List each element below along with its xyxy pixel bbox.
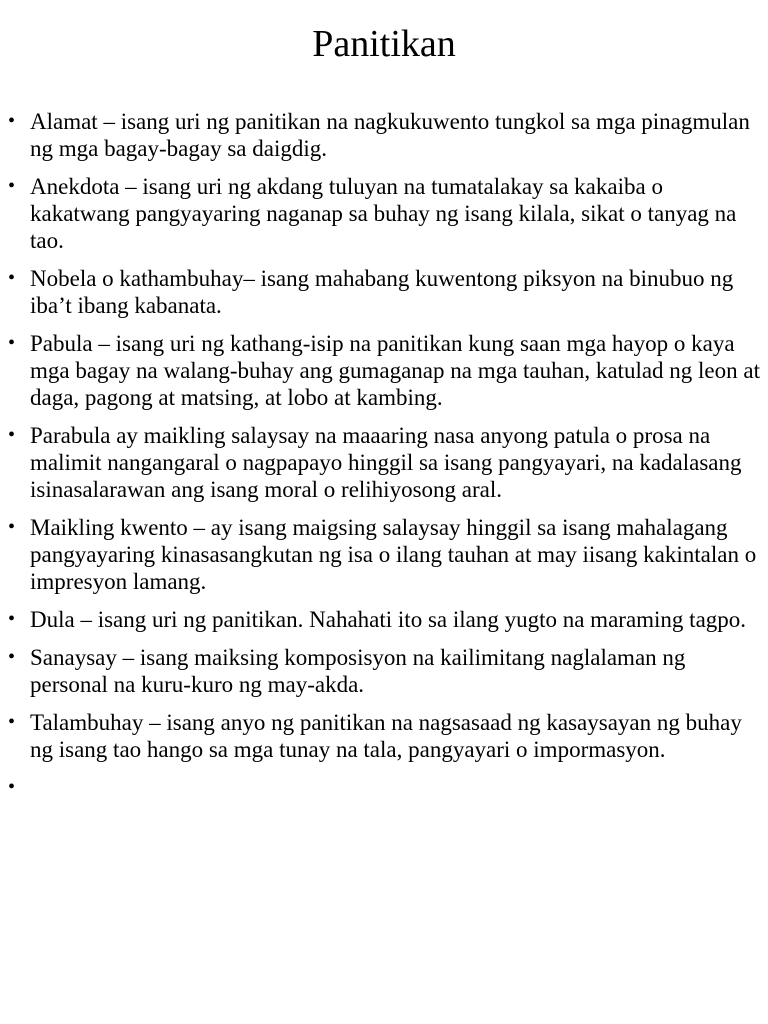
slide-title: Panitikan bbox=[312, 23, 456, 65]
bullet-item-parabula: • Parabula ay maikling salaysay na maaaring nasa anyong patula o prosa na malimit nangangaral o nagpapayo hinggil sa isang pangyayari, na kadalasang isinasalarawan ang isang moral o relihiyosong aral. bbox=[0, 422, 768, 503]
bullet-item-sanaysay: • Sanaysay – isang maiksing komposisyon na kailimitang naglalaman ng personal na kuru-kuro ng may-akda. bbox=[0, 644, 768, 698]
bullet-item-talambuhay: • Talambuhay – isang anyo ng panitikan na nagsasaad ng kasaysayan ng buhay ng isang tao hango sa mga tunay na tala, pangyayari o impormasyon. bbox=[0, 709, 768, 763]
bullet-item-alamat: • Alamat – isang uri ng panitikan na nagkukuwento tungkol sa mga pinagmulan ng mga bagay-bagay sa daigdig. bbox=[0, 108, 768, 162]
bullet-item-maikling-kwento: • Maikling kwento – ay isang maigsing salaysay hinggil sa isang mahalagang pangyayaring kinasasangkutan ng isa o ilang tauhan at may iisang kakintalan o impresyon lamang. bbox=[0, 514, 768, 595]
bullet-item-empty bbox=[0, 774, 768, 801]
bullet-item-dula: • Dula – isang uri ng panitikan. Nahahati ito sa ilang yugto na maraming tagpo. bbox=[0, 606, 768, 633]
bullet-item-nobela: • Nobela o kathambuhay– isang mahabang kuwentong piksyon na binubuo ng iba’t ibang kabanata. bbox=[0, 265, 768, 319]
bullet-list bbox=[0, 108, 768, 812]
bullet-item-pabula: • Pabula – isang uri ng kathang-isip na panitikan kung saan mga hayop o kaya mga bagay na walang-buhay ang gumaganap na mga tauhan, katulad ng leon at daga, pagong at matsing, at lobo at kambing. bbox=[0, 330, 768, 411]
bullet-item-anekdota: • Anekdota – isang uri ng akdang tuluyan na tumatalakay sa kakaiba o kakatwang pangyayaring naganap sa buhay ng isang kilala, sikat o tanyag na tao. bbox=[0, 173, 768, 254]
